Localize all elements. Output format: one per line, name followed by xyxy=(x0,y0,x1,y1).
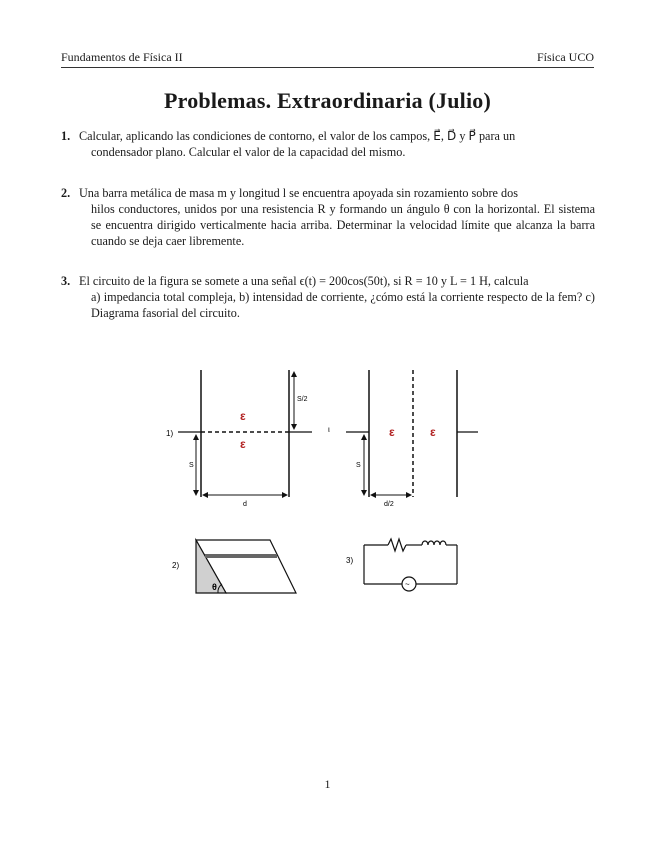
resistor xyxy=(388,539,406,551)
figure-1-capacitor xyxy=(166,370,312,508)
problem-text: El circuito de la figura se somete a una señal ϵ(t) = 200cos(50t), si R = 10 y L = 1 H, calcula xyxy=(79,274,529,288)
problem-number: 2. xyxy=(61,186,71,200)
permittivity-symbol: ε xyxy=(389,425,395,439)
page-title: Problemas. Extraordinaria (Julio) xyxy=(163,88,491,113)
problem-text: Calcular, aplicando las condiciones de contorno, el valor de los campos, E⃗, D⃗ y P⃗ para un xyxy=(79,129,516,143)
inductor xyxy=(422,541,446,545)
problem-text: Una barra metálica de masa m y longitud l se encuentra apoyada sin rozamiento sobre dos xyxy=(79,186,518,200)
header-course: Fundamentos de Física II xyxy=(61,50,183,64)
permittivity-symbol: ε xyxy=(240,437,246,451)
ac-source-symbol: ~ xyxy=(405,580,410,589)
dim-label-d: d xyxy=(243,501,247,508)
dim-label-d2: d/2 xyxy=(384,501,394,508)
figure-1b-label: ι xyxy=(328,425,330,434)
dim-label-s2: S/2 xyxy=(297,396,308,403)
figure-2-inclined-rails xyxy=(172,540,296,593)
page-number: 1 xyxy=(324,777,331,791)
problem-number: 1. xyxy=(61,129,71,143)
permittivity-symbol: ε xyxy=(430,425,436,439)
problem-text-continued: a) impedancia total compleja, b) intensidad de corriente, ¿cómo está la corriente respecto de la fem? c) Diagrama fasorial del circuito. xyxy=(91,290,595,320)
angle-label: θ xyxy=(212,582,217,592)
dim-label-s: S xyxy=(189,462,194,469)
dim-label-s: S xyxy=(356,462,361,469)
support-wedge xyxy=(196,540,226,593)
header-institution: Física UCO xyxy=(537,50,594,64)
figure-3-rl-circuit xyxy=(346,539,457,591)
figure-3-label: 3) xyxy=(346,556,354,565)
problem-text-continued: hilos conductores, unidos por una resistencia R y formando un ángulo θ con la horizontal. El sistema se encuentra dirigido verticalmente hacia arriba. Determinar la velocidad límite que alcanza la barra cuando se deja caer libremente. xyxy=(91,202,595,248)
figure-2-label: 2) xyxy=(172,561,180,570)
figure-1b-capacitor xyxy=(328,370,478,508)
problem-number: 3. xyxy=(61,274,71,288)
permittivity-symbol: ε xyxy=(240,409,246,423)
problem-text-continued: condensador plano. Calcular el valor de la capacidad del mismo. xyxy=(91,145,406,159)
figure-1-label: 1) xyxy=(166,429,174,438)
